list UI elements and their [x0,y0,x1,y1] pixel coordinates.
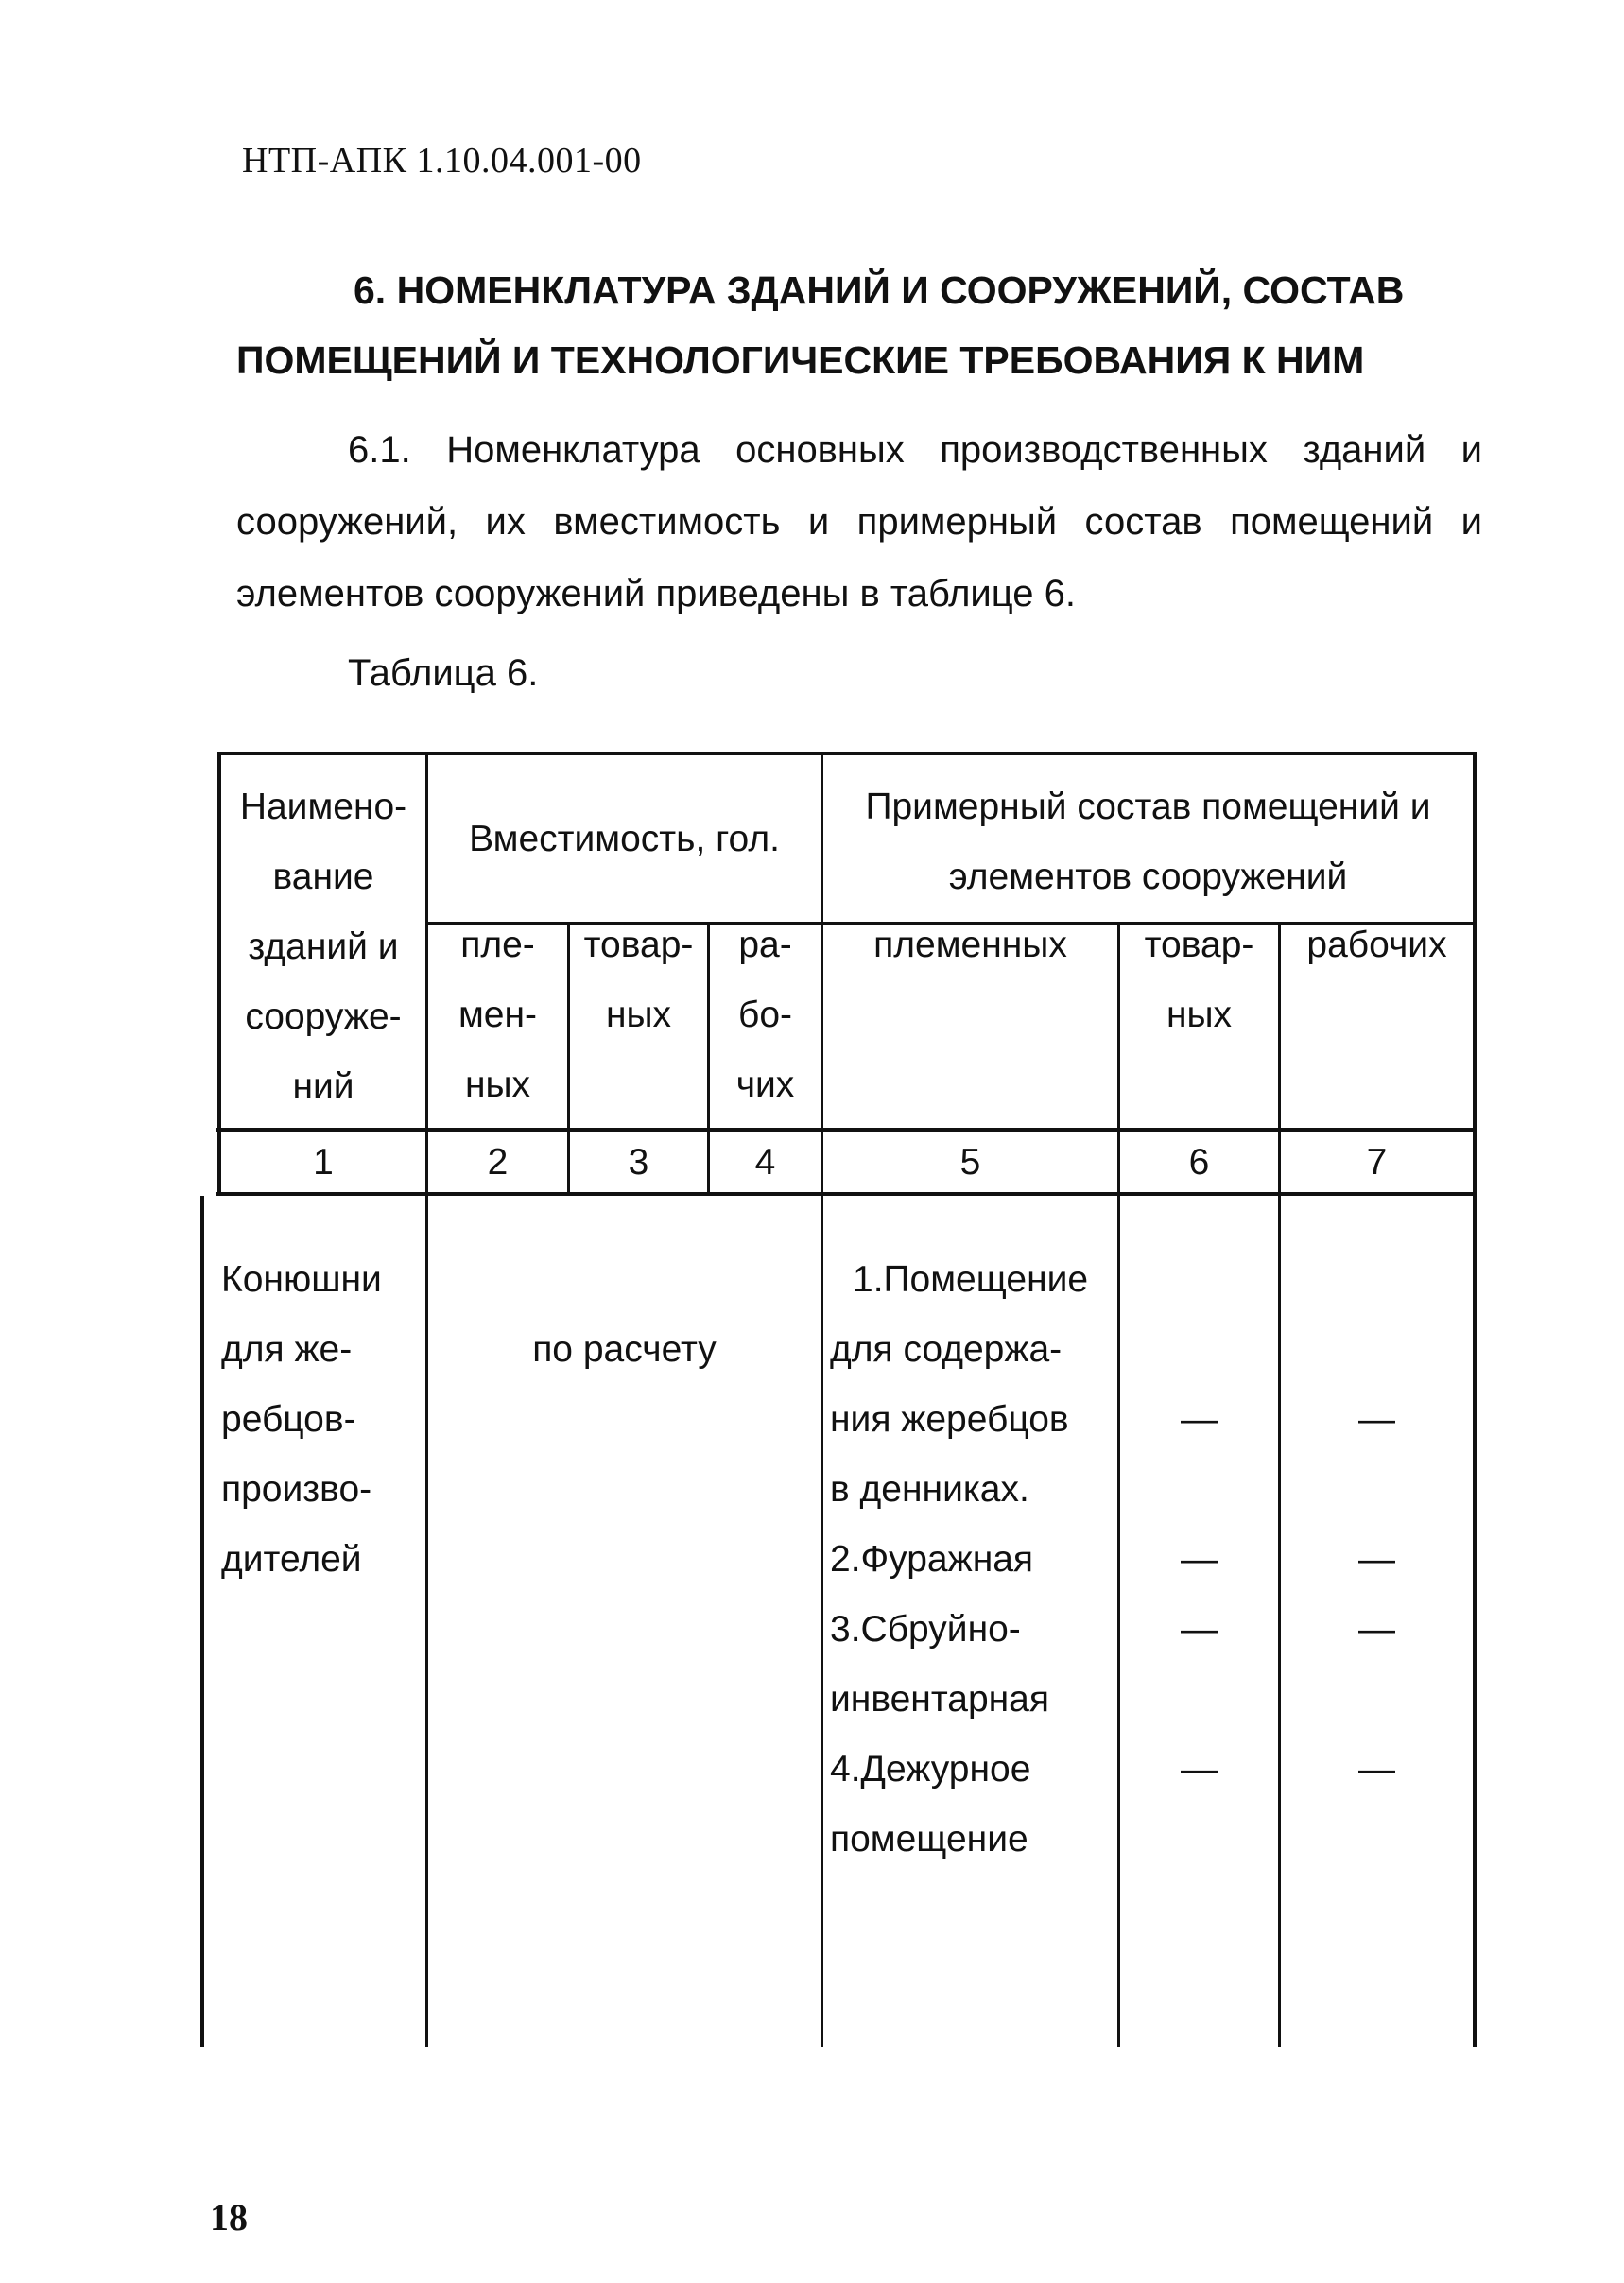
header-capacity: Вместимость, гол. [469,819,780,859]
col6-dash-1: — [1181,1399,1218,1440]
column-number-6: 6 [1188,1142,1210,1183]
composition-item: помещение [830,1819,1028,1859]
subheader-line: пле- [460,925,535,965]
header-name-line: ний [292,1066,354,1107]
row-name-line: Конюшни [221,1259,382,1300]
subheader-working-capacity [710,910,821,1120]
section-title [236,255,1465,395]
col7-dash-4: — [1358,1749,1395,1790]
column-number-2: 2 [487,1142,509,1183]
composition-item: в денниках. [830,1469,1029,1510]
document-code: НТП-АПК 1.10.04.001-00 [242,141,642,181]
subheader-working-composition [1281,910,1473,980]
table-top-border [217,752,1475,755]
row-name-line: произво- [221,1469,372,1510]
header-name-line: сооруже- [245,996,402,1037]
header-composition [823,772,1473,912]
row-name-line: дителей [221,1539,362,1580]
subheader-line: бо- [737,994,792,1035]
col6-dash-2: — [1181,1539,1218,1580]
subheader-line: товар- [1144,925,1254,965]
table-caption: Таблица 6. [348,652,539,694]
col7-dash-2: — [1358,1539,1395,1580]
col7-dash-3: — [1358,1609,1395,1650]
subheader-line: племенных [873,925,1067,965]
header-name-line: Наимено- [239,787,407,827]
table-right-border [1473,752,1477,2047]
row-capacity: по расчету [532,1329,717,1370]
subheader-line: мен- [458,994,538,1035]
column-number-1: 1 [313,1142,334,1183]
section-title-line-1: 6. НОМЕНКЛАТУРА ЗДАНИЙ И СООРУЖЕНИЙ, СОСТАВ [354,268,1405,312]
subheader-line: ных [1166,994,1233,1035]
header-name [221,772,425,1122]
row-name-line: ребцов- [221,1399,356,1440]
composition-item: 2.Фуражная [830,1539,1034,1580]
row-name-line: для же- [221,1329,353,1370]
composition-item: инвентарная [830,1679,1049,1720]
composition-item: для содержа- [830,1329,1063,1370]
subheader-commodity-composition [1120,910,1278,1050]
header-name-line: зданий и [248,926,399,967]
table-col-divider-6 [1278,922,1281,2047]
subheader-line: ных [605,994,672,1035]
header-composition-line: Примерный состав помещений и [865,787,1431,827]
page-number: 18 [210,2196,248,2239]
subheader-breeding-composition [823,910,1117,980]
composition-item: ния жеребцов [830,1399,1069,1440]
subheader-line: рабочих [1306,925,1447,965]
table-left-border-body [200,1196,204,2047]
subheader-line: чих [735,1064,795,1105]
table-col-divider-5 [1117,922,1120,2047]
section-title-line-2: ПОМЕЩЕНИЙ И ТЕХНОЛОГИЧЕСКИЕ ТРЕБОВАНИЯ К НИМ [236,338,1365,382]
subheader-commodity-capacity [570,910,707,1050]
subheader-breeding-capacity [428,910,567,1120]
column-number-5: 5 [959,1142,981,1183]
row-composition-list [830,1245,1114,1875]
col6-dash-3: — [1181,1609,1218,1650]
subheader-line: ных [464,1064,531,1105]
column-number-3: 3 [628,1142,649,1183]
subheader-line: товар- [583,925,694,965]
table-6 [216,752,1482,2047]
row-building-name [221,1245,420,1595]
col6-dash-4: — [1181,1749,1218,1790]
paragraph-text: 6.1. Номенклатура основных производственных зданий и сооружений, их вместимость и примерный состав помещений и элементов сооружений приведены в таблице 6. [236,429,1482,614]
subheader-line: ра- [738,925,792,965]
composition-item: 4.Дежурное [830,1749,1031,1790]
paragraph-6-1 [236,414,1482,630]
column-number-7: 7 [1366,1142,1388,1183]
col7-dash-1: — [1358,1399,1395,1440]
column-number-4: 4 [754,1142,776,1183]
composition-item: 1.Помещение [853,1259,1089,1300]
header-composition-line: элементов сооружений [948,856,1348,897]
header-name-line: вание [272,856,374,897]
composition-item: 3.Сбруйно- [830,1609,1021,1650]
